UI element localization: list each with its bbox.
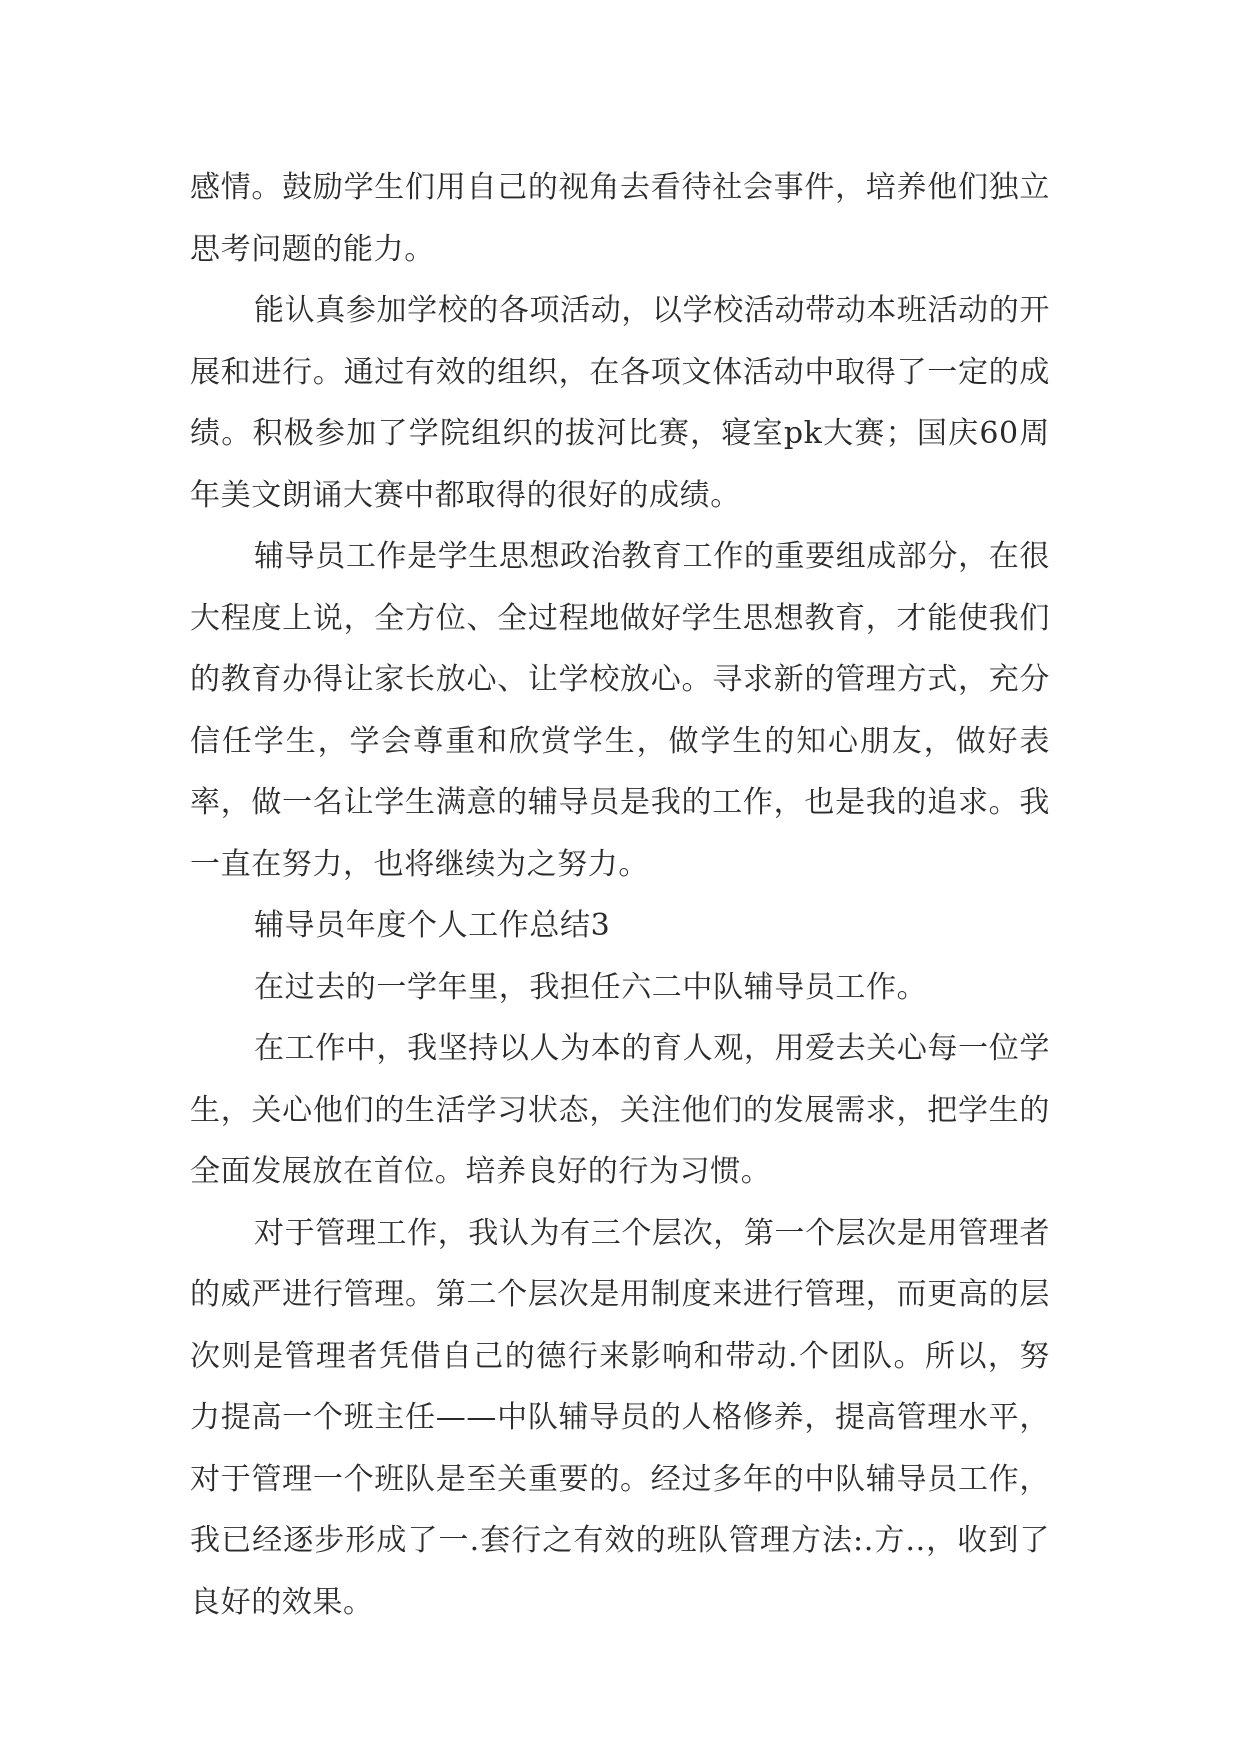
paragraph-1: 感情。鼓励学生们用自己的视角去看待社会事件，培养他们独立思考问题的能力。 [190,170,1050,267]
section-heading: 辅导员年度个人工作总结3 [254,908,611,943]
paragraph-2: 能认真参加学校的各项活动，以学校活动带动本班活动的开展和进行。通过有效的组织，在各项文体活动中取得了一定的成绩。积极参加了学院组织的拔河比赛，寝室pk大赛；国庆60周年美文朗诵大赛中都取得的很好的成绩。 [190,293,1050,513]
paragraph-4: 在过去的一学年里，我担任六二中队辅导员工作。 [254,969,928,1005]
paragraph-3: 辅导员工作是学生思想政治教育工作的重要组成部分，在很大程度上说，全方位、全过程地做好学生思想教育，才能使我们的教育办得让家长放心、让学校放心。寻求新的管理方式，充分信任学生，学会尊重和欣赏学生，做学生的知心朋友，做好表率，做一名让学生满意的辅导员是我的工作，也是我的追求。我一直在努力，也将继续为之努力。 [190,539,1050,882]
paragraph-5: 在工作中，我坚持以人为本的育人观，用爱去关心每一位学生，关心他们的生活学习状态，关注他们的发展需求，把学生的全面发展放在首位。培养良好的行为习惯。 [190,1031,1050,1189]
paragraph-6: 对于管理工作，我认为有三个层次，第一个层次是用管理者的威严进行管理。第二个层次是用制度来进行管理，而更高的层次则是管理者凭借自己的德行来影响和带动.个团队。所以，努力提高一个班主任——中队辅导员的人格修养，提高管理水平，对于管理一个班队是至关重要的。经过多年的中队辅导员工作，我已经逐步形成了一.套行之有效的班队管理方法:.方..，收到了良好的效果。 [190,1215,1050,1620]
document-body [190,157,1050,1633]
